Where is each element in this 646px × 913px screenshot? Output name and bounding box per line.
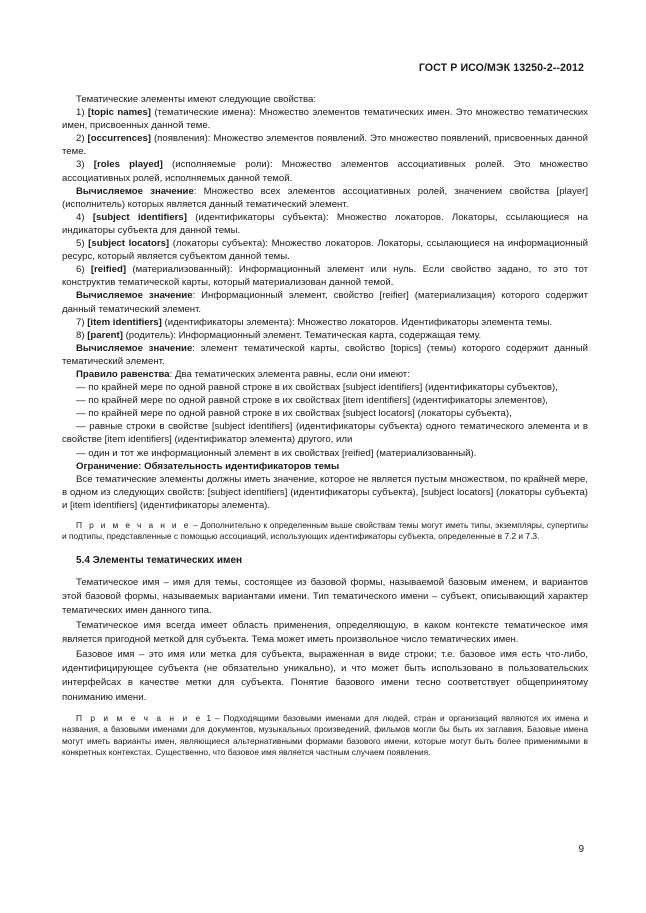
property-text: (идентификаторы субъекта): Множество локаторов. Локаторы, ссылающиеся на индикаторы субъекта для данной темы. bbox=[62, 211, 588, 236]
equality-item: — по крайней мере по одной равной строке в их свойствах [item identifiers] (идентификаторы элементов), bbox=[76, 395, 548, 407]
equality-text: : Два тематических элемента равны, если они имеют: bbox=[169, 368, 410, 380]
item-number: 7) bbox=[76, 316, 85, 328]
property-term: [topic names] bbox=[87, 107, 151, 119]
property-term: [subject locators] bbox=[88, 238, 170, 250]
property-parent bbox=[62, 329, 588, 342]
property-topic-names bbox=[62, 106, 588, 132]
property-subject-identifiers bbox=[62, 211, 588, 237]
computed-value-1 bbox=[62, 185, 588, 211]
property-text: (идентификаторы элемента): Множество локаторов. Идентификаторы элемента темы. bbox=[164, 316, 553, 328]
computed-value-3 bbox=[62, 342, 588, 368]
computed-label: Вычисляемое значение bbox=[76, 290, 193, 302]
note-label: П р и м е ч а н и е bbox=[76, 713, 203, 724]
page-body bbox=[62, 93, 588, 766]
note-text: – Дополнительно к определенным выше свойствам темы могут иметь типы, экземпляры, супертипы и подтипы, представленные с помощью ассоциаций, использующих идентификаторы субъекта, определенные в 7.2 и 7.3. bbox=[62, 520, 589, 542]
equality-item: — по крайней мере по одной равной строке в их свойствах [subject identifiers] (идентификаторы субъектов), bbox=[76, 382, 558, 394]
property-text: (тематические имена): Множество элементов тематических имен. Это множество тематических имен, присвоенных данной теме. bbox=[62, 107, 589, 132]
property-roles-played bbox=[62, 158, 588, 184]
section-paragraph: Базовое имя – это имя или метка для субъекта, выраженная в виде строки; т.е. базовое имя есть что-либо, идентифицирующее субъекта (не обязательно уникально), и что может быть использовано в пользовательских интерфейсах в качестве метки для субъекта. Понятие базового имени тесно соответствует общепринятому пониманию имени. bbox=[62, 648, 588, 703]
item-number: 1) bbox=[76, 107, 85, 119]
note-paragraph bbox=[62, 520, 588, 542]
equality-label: Правило равенства bbox=[76, 368, 170, 380]
property-reified bbox=[62, 263, 588, 289]
section-paragraph: Тематическое имя – имя для темы, состоящее из базовой формы, называемой базовым именем, и вариантов этой базовой формы, называемых вариантами имени. Тип тематического имени – субъект, описывающий характер тематических имен данного типа. bbox=[62, 576, 588, 617]
section-body bbox=[62, 576, 588, 706]
page-number: 9 bbox=[578, 844, 584, 855]
note-label: П р и м е ч а н и е bbox=[76, 520, 191, 530]
computed-text: : Множество всех элементов ассоциативных ролей, значением свойства [player] (исполнитель) которых является данный тематический элемент. bbox=[62, 185, 588, 210]
computed-text: : Информационный элемент, свойство [reifier] (материализация) которого содержит данный тематический элемент. bbox=[62, 290, 588, 315]
property-term: [item identifiers] bbox=[87, 316, 162, 328]
constraint-text: Все тематические элементы должны иметь значение, которое не является пустым множеством, по крайней мере, в одном из следующих свойств: [subject identifiers] (идентификаторы субъекта), [subject locators] (локаторы субъекта) и [item identifiers] (идентификаторы элемента). bbox=[62, 473, 588, 511]
item-number: 8) bbox=[76, 329, 85, 341]
item-number: 2) bbox=[76, 133, 85, 145]
item-number: 5) bbox=[76, 238, 85, 250]
property-term: [subject identifiers] bbox=[92, 211, 187, 223]
property-term: [roles played] bbox=[93, 159, 163, 171]
property-term: [reified] bbox=[90, 264, 127, 276]
equality-rule bbox=[62, 368, 588, 381]
property-term: [occurrences] bbox=[87, 133, 151, 145]
property-text: (исполняемые роли): Множество элементов ассоциативных ролей. Это множество ассоциативных ролей, исполняемых данной темой. bbox=[62, 159, 588, 184]
item-number: 6) bbox=[76, 264, 85, 276]
intro-paragraph: Тематические элементы имеют следующие свойства: bbox=[76, 94, 316, 105]
item-number: 3) bbox=[76, 159, 85, 171]
document-header: ГОСТ Р ИСО/МЭК 13250-2--2012 bbox=[418, 62, 584, 74]
property-occurrences bbox=[62, 132, 588, 158]
property-subject-locators bbox=[62, 237, 588, 263]
property-text: (родитель): Информационный элемент. Тематическая карта, содержащая тему. bbox=[125, 329, 482, 341]
item-number: 4) bbox=[76, 211, 85, 223]
constraint-label: Ограничение: Обязательность идентификаторов темы bbox=[76, 460, 340, 472]
property-text: (материализованный): Информационный элемент или нуль. Если свойство задано, то это тот конструктив тематической карты, который материализован данной темой. bbox=[62, 264, 588, 289]
computed-text: : элемент тематической карты, свойство [topics] (темы) которого содержит данный тематический элемент. bbox=[62, 342, 588, 367]
equality-item: — равные строки в свойстве [subject identifiers] (идентификаторы субъекта) одного тематического элемента и в свойстве [item identifiers] (идентификатор элемента) другого, или bbox=[62, 421, 588, 446]
equality-item: — по крайней мере по одной равной строке в их свойствах [subject locators] (локаторы субъекта), bbox=[76, 408, 512, 420]
property-text: (локаторы субъекта): Множество локаторов. Локаторы, ссылающиеся на информационный ресурс, который является субъектом данной темы. bbox=[62, 238, 588, 263]
note-text: 1 – Подходящими базовыми именами для людей, стран и организаций являются их имена и названия, а базовыми именами для документов, музыкальных произведений, фильмов могли бы быть их заглавия. Базовые имена могут иметь варианты имен, являющиеся альтернативными формами базового имени, которые могут быть более применимыми в конкретных контекстах. Существенно, что базовое имя является частным случаем появления. bbox=[62, 713, 589, 757]
property-text: (появления): Множество элементов появлений. Это множество появлений, присвоенных данной теме. bbox=[62, 133, 588, 158]
computed-label: Вычисляемое значение bbox=[76, 342, 193, 354]
computed-value-2 bbox=[62, 289, 588, 315]
constraint-heading bbox=[62, 460, 588, 473]
property-term: [parent] bbox=[87, 329, 123, 341]
section-heading: 5.4 Элементы тематических имен bbox=[76, 555, 243, 567]
equality-item: — один и тот же информационный элемент в их свойствах [reified] (материализованный). bbox=[76, 447, 477, 459]
note-paragraph bbox=[62, 713, 588, 758]
section-paragraph: Тематическое имя всегда имеет область применения, определяющую, в каком контексте тематическое имя является пригодной меткой для субъекта. Тема может иметь произвольное число тематических имен. bbox=[62, 619, 588, 646]
property-item-identifiers bbox=[62, 316, 588, 329]
computed-label: Вычисляемое значение bbox=[76, 185, 194, 197]
